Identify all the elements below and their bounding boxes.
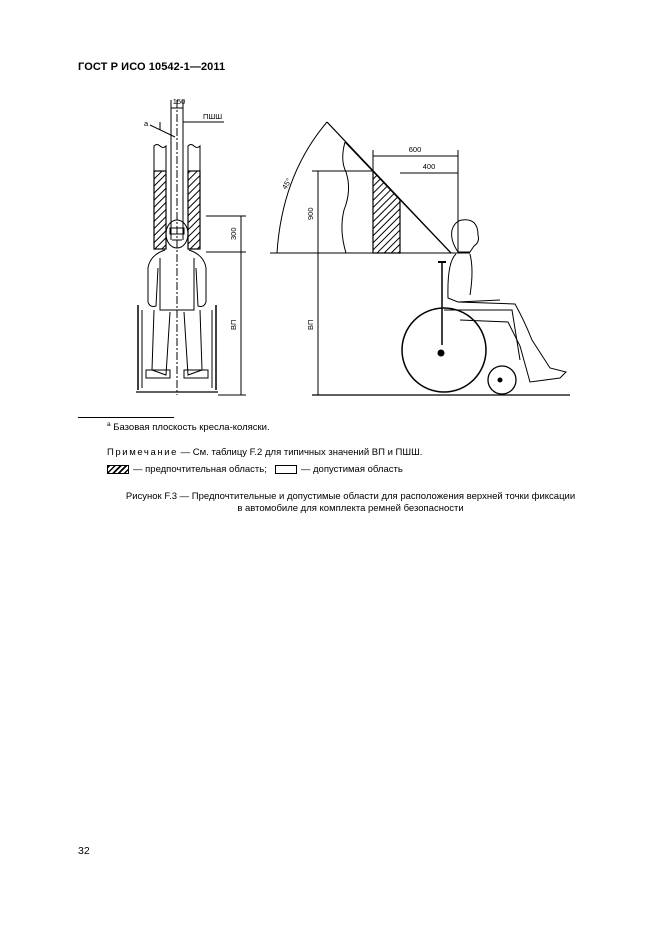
caption-line-2: в автомобиле для комплекта ремней безопасности <box>237 503 464 514</box>
caption-line-1: Рисунок F.3 — Предпочтительные и допустимые области для расположения верхней точки фиксации <box>125 491 576 502</box>
side-dim-600: 600 <box>408 145 422 154</box>
figure-f3 <box>0 0 661 420</box>
footnote-separator <box>78 417 174 418</box>
legend-preferred: — предпочтительная область; <box>133 464 267 475</box>
note <box>107 447 422 458</box>
side-angle-45: 45° <box>279 176 294 191</box>
footnote <box>107 421 270 433</box>
preferred-area-swatch <box>107 465 129 474</box>
page-number: 32 <box>78 845 90 857</box>
legend-acceptable: — допустимая область <box>300 464 403 475</box>
front-label-a: a <box>144 119 149 128</box>
legend <box>107 464 403 475</box>
front-dim-150: 150 <box>172 97 186 106</box>
side-view <box>270 122 570 395</box>
front-view <box>136 100 246 395</box>
footnote-marker: a <box>107 421 111 428</box>
side-dim-400: 400 <box>422 162 436 171</box>
side-label-vp: ВП <box>306 319 315 330</box>
acceptable-area-swatch <box>275 465 297 474</box>
front-label-pshsh: ПШШ <box>203 112 223 121</box>
figure-caption <box>78 491 623 515</box>
note-label: Примечание <box>107 447 178 458</box>
front-label-vp: ВП <box>229 319 238 330</box>
document-header: ГОСТ Р ИСО 10542-1—2011 <box>78 61 226 73</box>
footnote-text: Базовая плоскость кресла-коляски. <box>110 422 270 433</box>
side-dim-900: 900 <box>306 207 315 220</box>
front-dim-300: 300 <box>229 227 238 240</box>
note-text: — См. таблицу F.2 для типичных значений ВП и ПШШ. <box>178 447 423 458</box>
